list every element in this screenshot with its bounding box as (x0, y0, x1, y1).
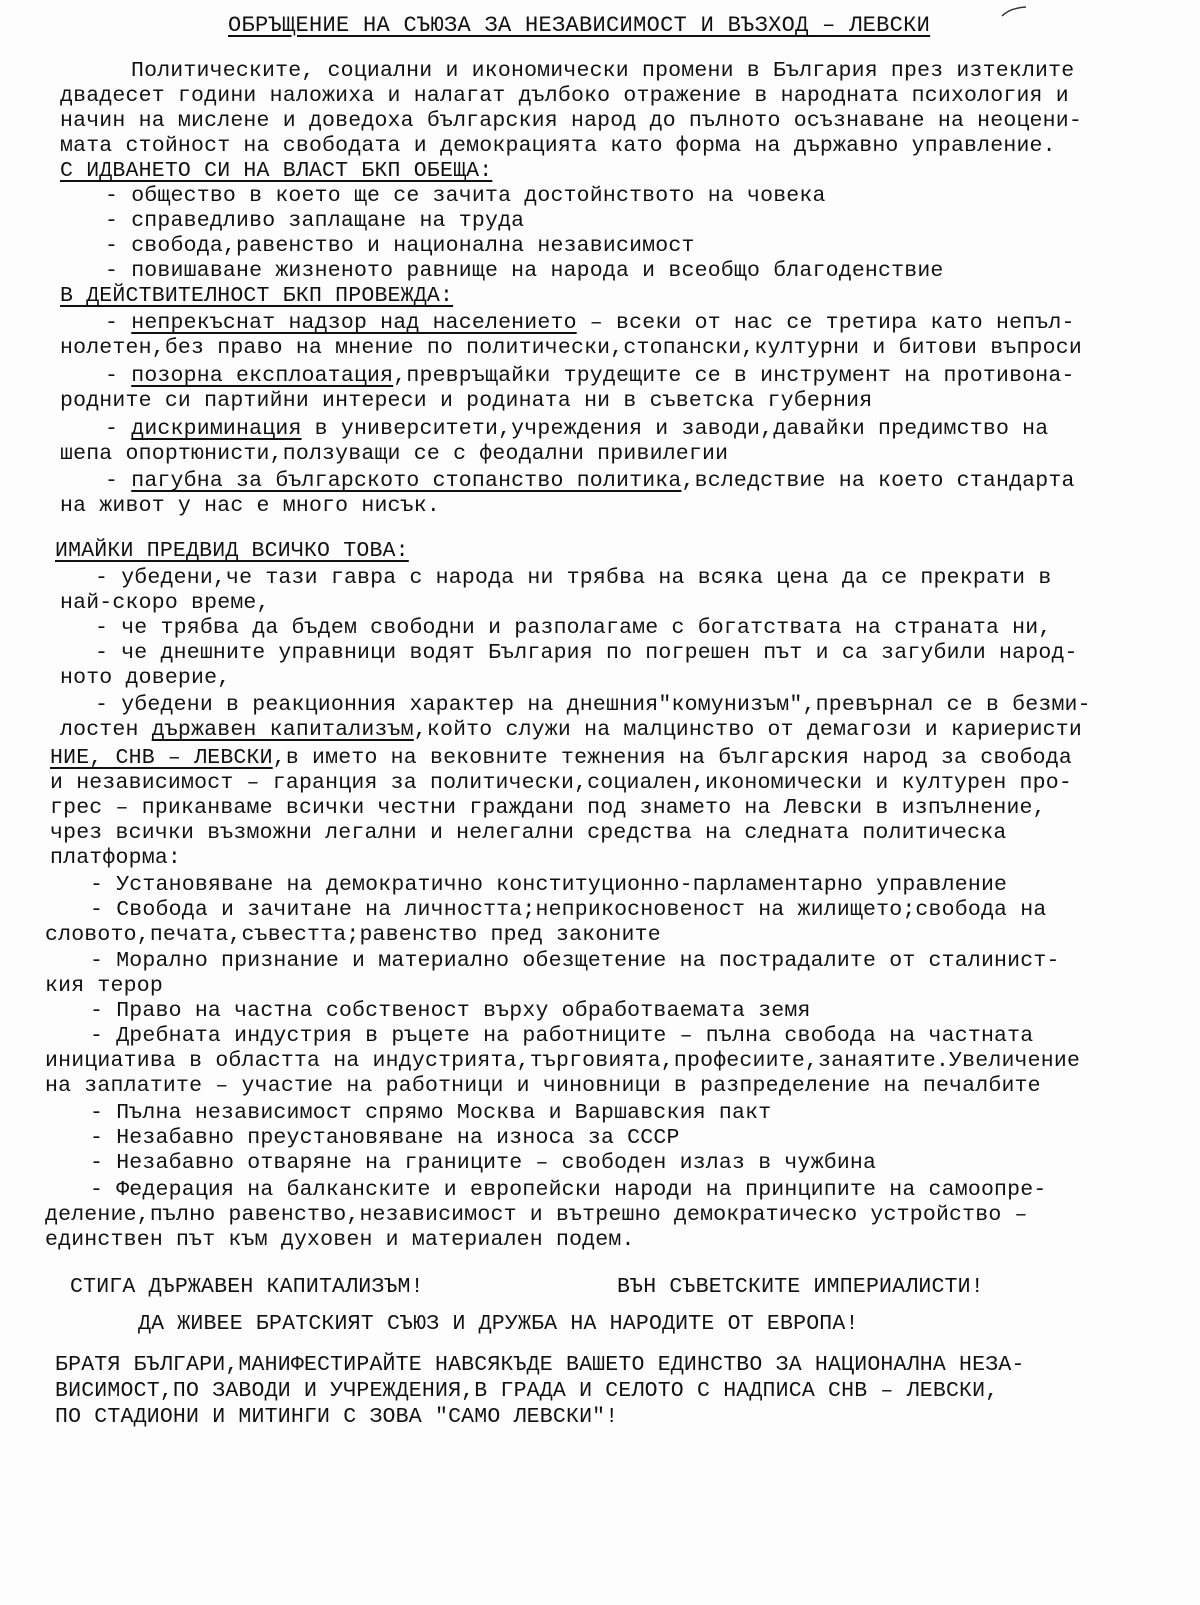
reality-dash: - (105, 364, 132, 388)
reality-dash: - (105, 417, 132, 441)
organization-name: НИЕ, СНВ – ЛЕВСКИ (50, 746, 273, 770)
considering-item: - че трябва да бъдем свободни и разполагаме с богатствата на страната ни, (95, 616, 1052, 640)
promise-item: - общество в което ще се зачита достойнството на човека (105, 184, 826, 208)
platform-item: - Право на частна собственост върху обработваемата земя (90, 999, 811, 1023)
platform-item-cont: на заплатите – участие на работници и чиновници в разпределение на печалбите (45, 1074, 1041, 1098)
closing-line: БРАТЯ БЪЛГАРИ,МАНИФЕСТИРАЙТЕ НАВСЯКЪДЕ ВАШЕТО ЕДИНСТВО ЗА НАЦИОНАЛНА НЕЗА- (55, 1353, 1025, 1377)
reality-key-phrase: дискриминация (131, 417, 302, 441)
reality-item (105, 468, 1075, 494)
closing-line: ВИСИМОСТ,ПО ЗАВОДИ И УЧРЕЖДЕНИЯ,В ГРАДА И СЕЛОТО С НАДПИСА СНВ – ЛЕВСКИ, (55, 1379, 999, 1403)
considering-key-phrase: държавен капитализъм (151, 718, 414, 742)
considering-text: лостен (60, 718, 152, 742)
platform-item: - Пълна независимост спрямо Москва и Варшавския пакт (90, 1101, 772, 1125)
considering-item: - убедени,че тази гавра с народа ни трябва на всяка цена да се прекрати в (95, 566, 1052, 590)
reality-text: в университети,учреждения и заводи,давайки предимство на (301, 417, 1049, 441)
promise-item: - справедливо заплащане на труда (105, 209, 525, 233)
reality-dash: - (105, 469, 132, 493)
pen-mark (1000, 4, 1030, 20)
considering-heading: ИМАЙКИ ПРЕДВИД ВСИЧКО ТОВА: (55, 539, 409, 563)
considering-item-cont (60, 717, 1082, 743)
platform-item: - Дребната индустрия в ръцете на работниците – пълна свобода на частната (90, 1024, 1034, 1048)
promise-item: - повишаване жизненото равнище на народа и всеобщо благоденствие (105, 259, 944, 283)
reality-item (105, 310, 1075, 336)
considering-item: - че днешните управници водят България по погрешен път и са загубили народ- (95, 641, 1078, 665)
reality-text: – всеки от нас се третира като непъл- (576, 311, 1075, 335)
considering-item-cont: ното доверие, (60, 666, 231, 690)
platform-item-cont: единствен път към духовен и материален подем. (45, 1228, 635, 1252)
we-text: ,в името на вековните тежнения на българския народ за свобода (272, 746, 1072, 770)
reality-key-phrase: непрекъснат надзор над населението (131, 311, 577, 335)
we-paragraph-line: и независимост – гаранция за политически,социален,икономически и културен про- (50, 771, 1072, 795)
reality-text: ,вследствие на което стандарта (681, 469, 1075, 493)
intro-line: Политическите, социални и икономически промени в България през изтеклите (131, 59, 1075, 83)
we-paragraph-line: чрез всички възможни легални и нелегални средства на следната политическа (50, 821, 1007, 845)
platform-item: - Незабавно отваряне на границите – свободен излаз в чужбина (90, 1151, 877, 1175)
considering-item-cont: най-скоро време, (60, 591, 270, 615)
platform-item-cont: словото,печата,съвестта;равенство пред законите (45, 923, 661, 947)
reality-text: ,превръщайки трудещите се в инструмент на противона- (393, 364, 1075, 388)
intro-line: двадесет години наложиха и налагат дълбоко отражение в народната психология и (60, 84, 1069, 108)
reality-key-phrase: позорна експлоатация (131, 364, 394, 388)
platform-item-cont: кия терор (45, 974, 163, 998)
platform-item-cont: деление,пълно равенство,независимост и вътрешно демократическо устройство – (45, 1203, 1028, 1227)
platform-item: - Свобода и зачитане на личността;неприкосновеност на жилището;свобода на (90, 898, 1047, 922)
closing-line: ПО СТАДИОНИ И МИТИНГИ С ЗОВА "САМО ЛЕВСКИ"! (55, 1405, 619, 1429)
platform-item: - Федерация на балканските и европейски народи на принципите на самоопре- (90, 1178, 1047, 1202)
platform-item-cont: инициатива в областта на индустрията,търговията,професиите,занаятите.Увеличение (45, 1049, 1081, 1073)
reality-item-cont: на живот у нас е много нисък. (60, 494, 440, 518)
promise-heading: С ИДВАНЕТО СИ НА ВЛАСТ БКП ОБЕЩА: (60, 159, 493, 183)
reality-item (105, 416, 1048, 442)
reality-dash: - (105, 311, 132, 335)
reality-item (105, 363, 1075, 389)
reality-heading: В ДЕЙСТВИТЕЛНОСТ БКП ПРОВЕЖДА: (60, 284, 454, 308)
document-title: ОБРЪЩЕНИЕ НА СЪЮЗА ЗА НЕЗАВИСИМОСТ И ВЪЗХОД – ЛЕВСКИ (228, 13, 931, 38)
platform-item: - Морално признание и материално обезщетение на пострадалите от сталинист- (90, 949, 1060, 973)
slogan-left: СТИГА ДЪРЖАВЕН КАПИТАЛИЗЪМ! (70, 1275, 424, 1299)
slogan-center: ДА ЖИВЕЕ БРАТСКИЯТ СЪЮЗ И ДРУЖБА НА НАРОДИТЕ ОТ ЕВРОПА! (138, 1312, 859, 1336)
reality-key-phrase: пагубна за българското стопанство политика (131, 469, 682, 493)
intro-line: начин на мислене и доведоха българския народ до пълното осъзнаване на неоцени- (60, 109, 1082, 133)
slogan-right: ВЪН СЪВЕТСКИТЕ ИМПЕРИАЛИСТИ! (617, 1275, 984, 1299)
reality-item-cont: родните си партийни интереси и родината ни в съветска губерния (60, 389, 873, 413)
we-paragraph-first-line (50, 745, 1072, 771)
intro-line: мата стойност на свободата и демокрацията като форма на държавно управление. (60, 134, 1056, 158)
considering-item: - убедени в реакционния характер на днешния"комунизъм",превърнал се в безми- (95, 693, 1091, 717)
platform-item: - Установяване на демократично конституционно-парламентарно управление (90, 873, 1008, 897)
we-paragraph-line: платформа: (50, 846, 182, 870)
promise-item: - свобода,равенство и национална независимост (105, 234, 695, 258)
reality-item-cont: шепа опортюнисти,ползуващи се с феодални привилегии (60, 442, 729, 466)
we-paragraph-line: грес – приканваме всички честни граждани под знамето на Левски в изпълнение, (50, 796, 1046, 820)
reality-item-cont: нолетен,без право на мнение по политически,стопански,културни и битови въпроси (60, 336, 1082, 360)
considering-text: ,който служи на малцинство от демагози и кариеристи (413, 718, 1082, 742)
platform-item: - Незабавно преустановяване на износа за СССР (90, 1126, 680, 1150)
